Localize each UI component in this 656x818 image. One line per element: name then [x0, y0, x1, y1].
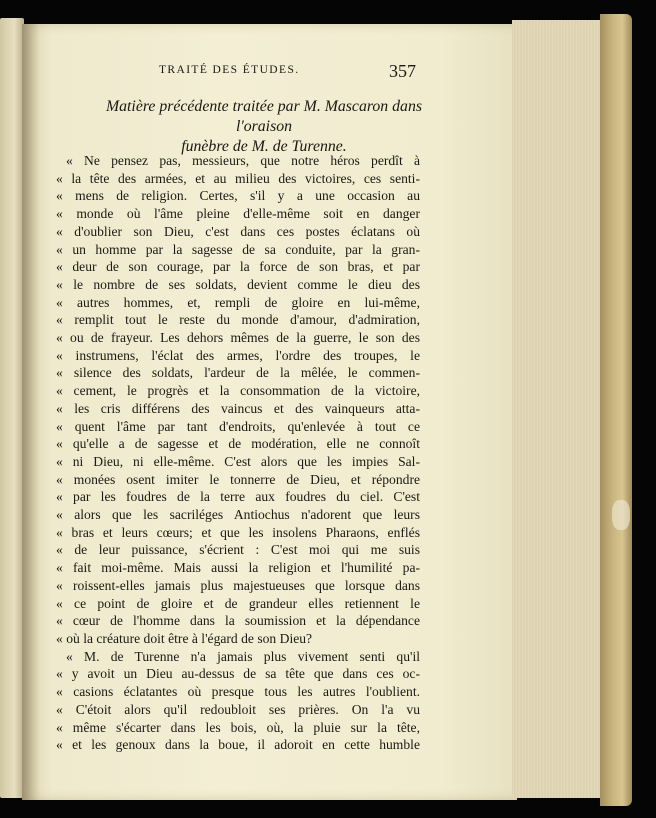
text-line: « Ne pensez pas, messieurs, que notre héros perdît à	[66, 153, 420, 168]
text-line: « d'oublier son Dieu, c'est dans ces postes éclatans où	[56, 223, 420, 239]
text-line: « ce point de gloire et de grandeur elles retiennent le	[56, 595, 420, 611]
page-edges	[512, 20, 607, 798]
section-title-line: Matière précédente traitée par M. Mascaron dans l'oraison	[105, 98, 422, 135]
text-line: « alors que les sacriléges Antiochus n'adorent que leurs	[56, 507, 420, 523]
text-line: « quent l'âme par tant d'endroits, qu'enlevée à tout ce	[56, 418, 420, 434]
text-line: « ou de frayeur. Les dehors mêmes de la guerre, le son des	[56, 330, 420, 346]
text-line: « la tête des armées, et au milieu des victoires, ces senti-	[56, 170, 420, 186]
text-line: « y avoit un Dieu au-dessus de sa tête que dans ces oc-	[56, 666, 420, 682]
body-text	[56, 152, 420, 754]
text-line: « cœur de l'homme dans la soumission et la dépendance	[56, 613, 420, 629]
text-line: « autres hommes, et, rempli de gloire en lui-même,	[56, 294, 420, 310]
text-line: « par les foudres de la terre aux foudres du ciel. C'est	[56, 489, 420, 505]
text-line: « monde où l'âme pleine d'elle-même soit en danger	[56, 206, 420, 222]
section-title	[104, 97, 424, 157]
text-line: « instrumens, l'éclat des armes, l'ordre des troupes, le	[56, 347, 420, 363]
text-line: « et les genoux dans la boue, il adoroit en cette humble	[56, 737, 420, 753]
text-line: « de leur puissance, s'écrient : C'est moi qui me suis	[56, 542, 420, 558]
section-title-line: funèbre de M. de Turenne.	[181, 138, 347, 155]
text-line: « fait moi-même. Mais aussi la religion et l'humilité pa-	[56, 560, 420, 576]
gutter-shadow	[22, 24, 40, 800]
text-line: « cement, le progrès et la consommation de la victoire,	[56, 383, 420, 399]
book-cover	[600, 14, 632, 806]
facing-page-edge	[0, 18, 24, 798]
text-line: « silence des soldats, l'ardeur de la mêlée, le commen-	[56, 365, 420, 381]
text-line: « un homme par la sagesse de sa conduite, par la gran-	[56, 241, 420, 257]
text-line: « monées osent imiter le tonnerre de Dieu, et répondre	[56, 471, 420, 487]
text-line: « C'étoit alors qu'il redoubloit ses prières. On l'a vu	[56, 701, 420, 717]
text-line: « mens de religion. Certes, s'il y a une occasion au	[56, 188, 420, 204]
text-line: « les cris différens des vaincus et des vainqueurs atta-	[56, 400, 420, 416]
text-line: « remplit tout le reste du monde d'amour, d'admiration,	[56, 312, 420, 328]
cover-label	[612, 500, 630, 530]
text-line: « deur de son courage, par la force de son bras, et par	[56, 259, 420, 275]
text-line: « où la créature doit être à l'égard de son Dieu?	[56, 630, 313, 646]
text-line: « ni Dieu, ni elle-même. C'est alors que les impies Sal-	[56, 453, 420, 469]
text-line: « qu'elle a de sagesse et de modération, elle ne connoît	[56, 436, 420, 452]
page-number: 357	[389, 61, 416, 81]
text-line: « le nombre de ses soldats, devient comme le dieu des	[56, 276, 420, 292]
running-head: TRAITÉ DES ÉTUDES.	[159, 64, 300, 76]
text-line: « casions éclatantes où presque tous les autres l'oublient.	[56, 684, 420, 700]
text-line: « même s'écarter dans les bois, où, la pluie sur la tête,	[56, 719, 420, 735]
text-line: « bras et leurs cœurs; et que les insolens Pharaons, enflés	[56, 524, 420, 540]
text-line: « M. de Turenne n'a jamais plus vivement senti qu'il	[66, 648, 420, 664]
text-line: « roissent-elles jamais plus majestueuses que lorsque dans	[56, 577, 420, 593]
